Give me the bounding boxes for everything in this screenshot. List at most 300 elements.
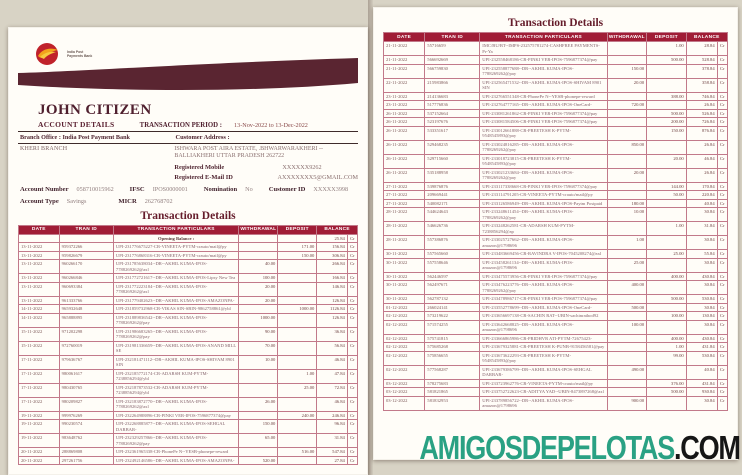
transaction-details-title: Transaction Details [140,209,236,222]
cell-deposit: 99.00 [647,351,687,365]
transaction-table-page2 [383,32,728,411]
cell-deposit [647,140,687,154]
cell-withdrawal: 720.00 [607,101,647,110]
table-row [384,199,728,208]
cell-cr: Cr [717,250,727,259]
cell-particulars: UPI-233478986717-CR-PINKI VER-IPOS-7596877374@pay [480,295,607,304]
statement-page-1 [8,27,368,475]
transaction-details-title: Transaction Details [507,17,604,29]
branch-name: KHERI BRANCH [20,145,68,152]
cell-withdrawal: 65.00 [239,434,278,448]
table-row [19,296,358,305]
cell-tran-id: 215983866 [425,78,480,92]
cell-cr: Cr [347,411,357,420]
cell-deposit [647,101,687,110]
cell-particulars: UPI-233552778699--DR--AKHIL KUMA-IPOS-OneCard- [480,303,607,312]
cell-balance: 27.84 [317,456,348,465]
cell-balance: 26.84 [686,140,717,154]
cell-deposit: 171.00 [278,243,317,252]
cell-deposit: 25.00 [278,383,317,397]
cell-tran-id: 214136683 [425,92,480,101]
cell-withdrawal: 180.00 [607,199,647,208]
cell-date: 23-11-2022 [384,92,425,101]
cell-tran-id: 529715660 [425,154,480,168]
cell-cr: Cr [717,199,727,208]
cell-balance: 130.84 [686,312,717,321]
cell-particulars: UPI-232492146586--DR--AKHIL KUMA-IPOS-AMAZONPA- [113,456,238,465]
table-row [384,118,728,127]
cell-particulars: UPI-231776868316-CR-VINEETA-PYTM-crauto/mail@py [113,251,238,260]
cell-particulars: IMC/BU/BT--IMPS-232575781274-CASHFREE PAYMENTS-Pr-Ya [480,42,607,56]
cell-balance: 30.84 [686,281,717,295]
cell-tran-id: 562497671 [425,281,480,295]
cell-deposit: 516.00 [278,448,317,457]
transaction-period-label: TRANSACTION PERIOD : [139,122,222,129]
cell-cr: Cr [347,282,357,296]
cell-balance: 358.84 [686,78,717,92]
cell-cr: Cr [717,281,727,295]
cell-withdrawal: 100.00 [239,274,278,283]
cell-withdrawal [607,109,647,118]
cell-balance: 26.84 [686,101,717,110]
table-row [384,351,728,365]
cell-balance: 431.84 [686,379,717,388]
cell-withdrawal [607,250,647,259]
customer-name: JOHN CITIZEN [38,102,152,118]
cell-date: 26-11-2022 [384,109,425,118]
cell-withdrawal [607,343,647,352]
registered-email-label: Registered E-Mail ID [174,173,233,181]
cell-cr: Cr [717,351,727,365]
cell-particulars: UPI-233248611454--DR--AKHIL KUMA-IPOS-7788269262@pay [480,208,607,222]
cell-withdrawal [607,42,647,56]
cell-date: 26-11-2022 [384,140,425,154]
statement-page-2 [373,7,738,460]
cell-cr: Cr [717,320,727,334]
cell-deposit [647,365,687,379]
cell-withdrawal: 20.00 [607,78,647,92]
col-balance: BALANCE [317,225,358,234]
cell-tran-id: 546626736 [425,222,480,236]
cell-cr: Cr [717,334,727,343]
cell-date: 27-11-2022 [384,199,425,208]
table-row [384,250,728,259]
table-row [19,355,358,369]
table-row [19,282,358,296]
cell-balance: 46.84 [317,355,348,369]
table-row [384,295,728,304]
cell-date: 03-12-2022 [384,379,425,388]
cell-withdrawal [607,126,647,140]
cell-balance: 46.84 [686,154,717,168]
cell-date: 17-11-2022 [19,397,60,411]
cell-particulars: UPI-233024816285--DR--AKHIL KUMA-IPOS-7788269262@pay [480,140,607,154]
cell-withdrawal: 1000.00 [239,313,278,327]
cell-date: 02-12-2022 [384,320,425,334]
cell-date: 15-11-2022 [19,327,60,341]
table-row [19,420,358,434]
cell-withdrawal: 10.00 [607,208,647,222]
opening-balance-cr: Cr [347,234,357,243]
cell-withdrawal: 520.00 [239,456,278,465]
table-row [384,191,728,200]
cell-withdrawal [607,154,647,168]
cell-particulars: UPI-233752722623-CR-ADITYA YAD--UBIN-8473897268@axl [480,388,607,397]
cell-cr: Cr [717,208,727,222]
col-withdrawal: WITHDRAWAL [239,225,278,234]
cell-date: 13-11-2022 [19,243,60,252]
cell-cr: Cr [347,369,357,383]
cell-tran-id: 959826679 [59,251,113,260]
table-row [384,379,728,388]
cell-withdrawal [239,234,278,243]
cell-deposit: 240.00 [278,411,317,420]
watermark [420,429,740,467]
cell-cr: Cr [717,78,727,92]
cell-deposit [278,434,317,448]
cell-withdrawal: 26.00 [239,397,278,411]
cell-particulars: UPI-233021233684--DR--AKHIL KUMA-IPOS-7788269262@pay [480,168,607,182]
cell-cr: Cr [347,355,357,369]
cell-deposit [278,397,317,411]
cell-withdrawal: 20.00 [607,168,647,182]
cell-date: 28-11-2022 [384,236,425,250]
cell-tran-id: 566692669 [425,56,480,65]
cell-balance: 146.84 [317,282,348,296]
table-row [19,411,358,420]
registered-mobile-row [174,164,358,171]
cell-tran-id: 960266846 [59,274,113,283]
cell-cr: Cr [347,260,357,274]
cell-cr: Cr [717,343,727,352]
cell-deposit [647,64,687,78]
cell-date: 30-11-2022 [384,295,425,304]
cell-particulars: UPI-233666865986-CR-PRIDHVR ATI-PYTM-72675423- [480,334,607,343]
cell-particulars: UPI-231986683265--DR--AKHIL KUMA-IPOS-7788269262@pay [113,327,238,341]
customer-address: ISHWARA POST AIRA ESTATE, .BHWARWARAKHERI -- BALLIAKHERI UTTAR PRADESH 262722 [174,145,323,159]
cell-date: 21-11-2022 [384,56,425,65]
cell-cr: Cr [717,64,727,78]
cell-date: 26-11-2022 [384,168,425,182]
cell-balance: 55.84 [686,250,717,259]
cell-balance: 431.84 [686,343,717,352]
cell-cr: Cr [717,396,727,410]
cell-balance: 930.84 [686,388,717,397]
col-date: DATE [19,225,60,234]
cell-date: 30-11-2022 [384,250,425,259]
cell-withdrawal: 1.00 [607,236,647,250]
account-details-label: ACCOUNT DETAILS [38,120,115,129]
cell-particulars: UPI-233679386799--DR--AKHIL KUMA-IPOS-SEHGAL DARBAR- [480,365,607,379]
customer-id-value: XXXXX3998 [313,185,349,193]
col-particulars: TRANSACTION PARTICULARS [113,225,238,234]
table-row [19,251,358,260]
cell-tran-id: 517776836 [425,101,480,110]
cell-particulars: UPI-232764777165--DR--AKHIL KUMA-IPOS-OneCard- [480,101,607,110]
cell-cr: Cr [347,274,357,283]
col-particulars: TRANSACTION PARTICULARS [480,33,607,42]
cell-deposit: 150.00 [647,126,687,140]
cell-tran-id: 960266170 [59,260,113,274]
cell-cr: Cr [717,118,727,127]
cell-particulars: UPI-231779402623--DR--AKHIL KUMA-IPOS-AMAZONPA- [113,296,238,305]
cell-cr: Cr [347,305,357,314]
col-tran-id: TRAN ID [59,225,113,234]
col-deposit: DEPOSIT [278,225,317,234]
cell-cr: Cr [717,168,727,182]
cell-deposit: 150.00 [278,251,317,260]
cell-deposit [278,260,317,274]
customer-address-label: Customer Address : [175,133,230,141]
account-type-label: Account Type [20,197,59,205]
cell-date: 13-11-2022 [19,274,60,283]
cell-balance: 528.84 [686,56,717,65]
micr-value: 262768702 [144,197,173,205]
cell-particulars: UPI-231785638034--DR--AKHIL KUMA-IPOS-7788269262@axl [113,260,238,274]
cell-balance: 40.84 [686,365,717,379]
registered-email-row [174,174,358,181]
cell-date: 30-11-2022 [384,281,425,295]
cell-withdrawal [607,191,647,200]
cell-date: 23-11-2022 [384,101,425,110]
cell-withdrawal [607,92,647,101]
cell-particulars: UPI-232558468186-CR-PINKI VER-IPOS-7596877374@pay [480,56,607,65]
cell-balance: 28.84 [686,42,717,56]
cell-deposit [278,274,317,283]
cell-withdrawal: 150.00 [607,64,647,78]
cell-particulars: UPI-232187873532-CR-ADARSH KUM-PYTM-7238856294@ybl [113,383,238,397]
cell-withdrawal: 900.00 [607,396,647,410]
cell-particulars: UPI-232183872770--DR--AKHIL KUMA-IPOS-7788269262@axl [113,397,238,411]
cell-date: 17-11-2022 [19,383,60,397]
cell-cr: Cr [347,456,357,465]
cell-withdrawal: 400.00 [607,281,647,295]
cell-date: 03-12-2022 [384,388,425,397]
cell-particulars: UPI-233476223776--DR--AKHIL KUMA-IPOS-7788269262@pay [480,281,607,295]
table-row [19,313,358,327]
cell-date: 02-12-2022 [384,334,425,343]
cell-deposit [278,355,317,369]
cell-withdrawal: 850.00 [607,140,647,154]
table-row [384,320,728,334]
cell-tran-id: 573219622 [425,312,480,321]
cell-cr: Cr [717,295,727,304]
table-row [384,78,728,92]
table-row [384,92,728,101]
cell-date: 26-11-2022 [384,118,425,127]
cell-withdrawal [607,272,647,281]
cell-particulars: UPI-232264988896-CR-PINKI VER-IPOS-7596877374@pay [113,411,238,420]
cell-tran-id: 562446597 [425,272,480,281]
cell-deposit: 20.00 [647,154,687,168]
info-columns [18,146,358,181]
table-row [384,182,728,191]
customer-id-label: Customer ID [268,185,306,193]
cell-withdrawal [607,182,647,191]
cell-particulars: UPI-233458261134--DR--AKHIL KUMA-IPOS-amazon@1798696 [480,258,607,272]
cell-particulars: UPI-232565471532--DR--AKHIL KUMA-IPOS-SHIVAM 8901 SIN [480,78,607,92]
table-row [384,236,728,250]
cell-balance: 306.84 [317,251,348,260]
cell-deposit [278,296,317,305]
cell-cr: Cr [717,191,727,200]
table-row [384,126,728,140]
cell-deposit: 376.00 [647,379,687,388]
registered-mobile-value: XXXXXX9262 [282,163,322,171]
cell-tran-id: 557386876 [425,236,480,250]
cell-cr: Cr [717,126,727,140]
cell-particulars: UPI-232181471112--DR--AKHIL KUMA-IPOS-SHIVAM 8901 SIN [113,355,238,369]
cell-deposit: 500.00 [647,56,687,65]
cell-tran-id: 571574255 [425,320,480,334]
table-row [384,343,728,352]
cell-deposit: 100.00 [647,312,687,321]
cell-cr: Cr [347,341,357,355]
cell-balance: 547.84 [317,448,348,457]
cell-tran-id: 297261756 [59,456,113,465]
cell-withdrawal: 10.00 [239,355,278,369]
cell-cr: Cr [717,42,727,56]
cell-date: 13-11-2022 [19,296,60,305]
cell-deposit [647,78,687,92]
cell-balance: 170.84 [686,182,717,191]
cell-date: 02-12-2022 [384,365,425,379]
cell-particulars: UPI-233012661888-CR-PREETESH K-PYTM-9548545893@pay [480,126,607,140]
cell-deposit [647,303,687,312]
cell-date: 15-11-2022 [19,341,60,355]
cell-withdrawal: 40.00 [239,260,278,274]
cell-deposit [647,396,687,410]
cell-withdrawal [239,243,278,252]
cell-deposit [647,208,687,222]
cell-cr: Cr [717,56,727,65]
transaction-table-page1 [18,225,358,466]
cell-deposit: 25.00 [647,250,687,259]
cell-tran-id: 575685268 [425,343,480,352]
cell-date: 21-11-2022 [384,42,425,56]
cell-deposit: 400.00 [647,334,687,343]
cell-balance: 26.84 [686,168,717,182]
cell-balance: 30.84 [686,303,717,312]
cell-cr: Cr [717,379,727,388]
table-row [384,109,728,118]
cell-withdrawal [239,251,278,260]
cell-withdrawal [607,334,647,343]
table-header-row [19,225,358,234]
cell-tran-id: 990230574 [59,420,113,434]
cell-cr: Cr [347,434,357,448]
cell-withdrawal [239,411,278,420]
cell-deposit [647,168,687,182]
cell-cr: Cr [347,383,357,397]
cell-balance: 746.84 [686,92,717,101]
cell-tran-id: 209669441 [425,191,480,200]
watermark-tld: .COM [674,429,740,466]
cell-deposit: 1000.00 [278,305,317,314]
cell-withdrawal [239,448,278,457]
cell-balance: 526.84 [686,109,717,118]
cell-tran-id: 566759830 [425,64,480,78]
cell-particulars: UPI-233475573956-CR-PINKI VER-IPOS-7596877374@pay [480,272,607,281]
table-row [384,222,728,236]
cell-date: 13-11-2022 [19,251,60,260]
cell-tran-id: 577568287 [425,365,480,379]
cell-cr: Cr [347,313,357,327]
cell-balance: 166.84 [317,274,348,283]
cell-deposit [647,320,687,334]
cell-deposit: 500.00 [647,388,687,397]
cell-particulars: UPI-231776675227-CR-VINEETA-PYTM-crauto/mail@py [113,243,238,252]
cell-deposit: 388.00 [647,92,687,101]
cell-deposit [278,327,317,341]
table-row [19,305,358,314]
cell-deposit [278,234,317,243]
cell-balance: 378.84 [686,64,717,78]
cell-particulars: UPI-232329257866--DR--AKHIL KUMA-IPOS-7788269262@pay [113,434,238,448]
table-row [384,388,728,397]
cell-cr: Cr [717,258,727,272]
cell-particulars: UPI-233081261862-CR-PINKI VER-IPOS-7596877374@pay [480,109,607,118]
ifsc-value: IPOS0000001 [152,185,188,193]
table-row [19,448,358,457]
cell-cr: Cr [717,272,727,281]
cell-tran-id: 959372266 [59,243,113,252]
account-number-row [20,186,358,193]
cell-particulars: UPI-233025727662--DR--AKHIL KUMA-IPOS-amazon@1798696 [480,236,607,250]
cell-balance: 876.84 [686,126,717,140]
cell-withdrawal: 20.00 [239,296,278,305]
bank-logo [34,41,119,67]
cell-tran-id: 523197676 [425,118,480,127]
registered-mobile-label: Registered Mobile [174,163,225,171]
cell-withdrawal [607,56,647,65]
branch-office-label: Branch Office : India Post Payment Bank [20,133,131,141]
cell-particulars: UPI-233248262581-CR-ADARSH KUM-PYTM-7238856294@ap [480,222,607,236]
cell-date: 30-11-2022 [384,258,425,272]
table-row [19,383,358,397]
cell-balance: 46.84 [317,397,348,411]
table-row [384,312,728,321]
cell-cr: Cr [717,182,727,191]
table-row [19,369,358,383]
account-number-value: 058710015962 [76,185,114,193]
cell-balance: 30.84 [686,236,717,250]
cell-date: 21-11-2022 [384,64,425,78]
table-row [384,64,728,78]
cell-withdrawal [607,351,647,365]
cell-balance: 31.84 [686,222,717,236]
cell-particulars: UPI-232268885877--DR--AKHIL KUMA-IPOS-SEHGAL DARBAR- [113,420,238,434]
cell-withdrawal: 150.00 [239,420,278,434]
cell-date: 27-11-2022 [384,191,425,200]
table-row [384,168,728,182]
cell-balance: 530.84 [686,351,717,365]
table-row [19,397,358,411]
cell-deposit [278,341,317,355]
cell-particulars: UPI-232185772174-CR-ADARSH KUM-PYTM-7238856294@ybl [113,369,238,383]
cell-date: 17-11-2022 [19,355,60,369]
ippb-bird-icon [34,41,64,67]
cell-balance: 430.84 [686,334,717,343]
cell-date: 19-11-2022 [19,434,60,448]
table-row [384,303,728,312]
cell-particulars: UPI-233679325881-CR-PREETESH K-PUNB-9158456581@pay [480,343,607,352]
cell-balance: 96.84 [317,420,348,434]
cell-tran-id: 575741815 [425,334,480,343]
bank-logo-text: India Post Payments Bank [67,49,93,58]
cell-cr: Cr [717,92,727,101]
cell-tran-id: 960693384 [59,282,113,296]
